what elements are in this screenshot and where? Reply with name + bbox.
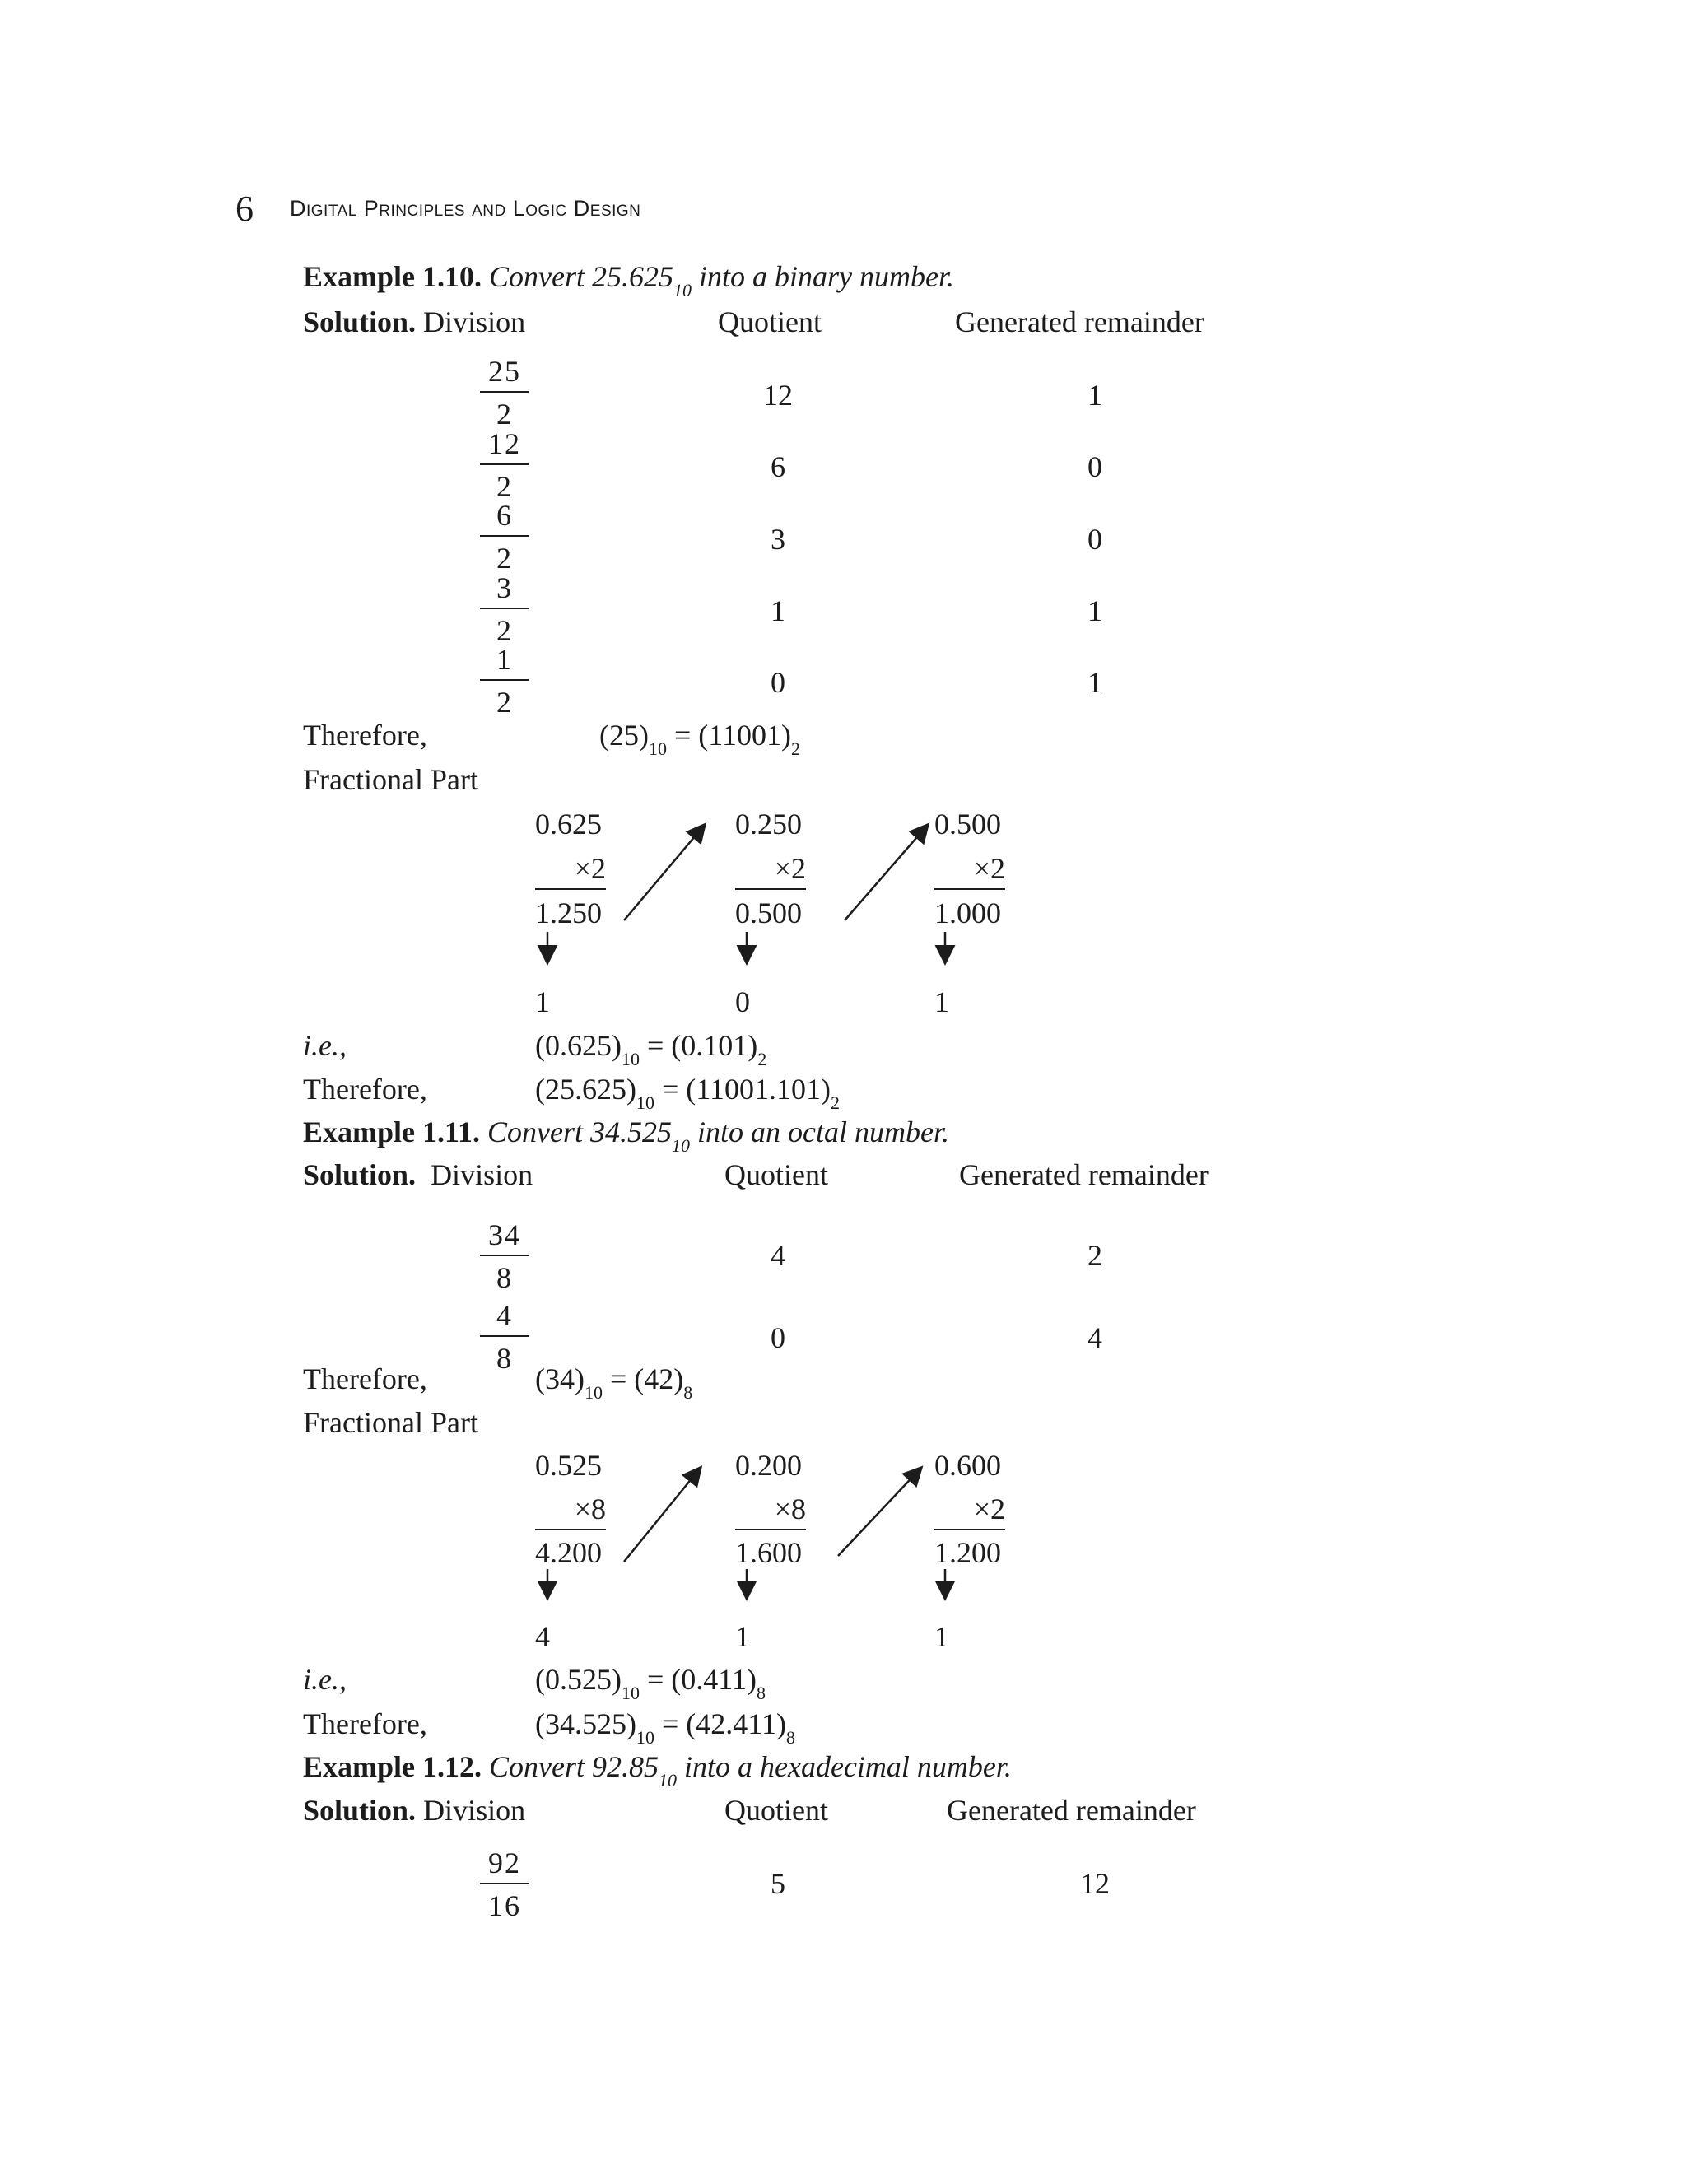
frac-bit: 1 bbox=[535, 985, 550, 1018]
frac-value: 0.250 bbox=[735, 808, 802, 841]
frac-product: 1.600 bbox=[735, 1536, 802, 1569]
example-text: into a binary number. bbox=[692, 260, 954, 293]
quotient-value: 6 bbox=[771, 450, 785, 483]
frac-bit: 1 bbox=[735, 1620, 750, 1653]
quotient-value: 0 bbox=[771, 1321, 785, 1354]
remainder-value: 1 bbox=[1088, 594, 1102, 627]
frac-product: 1.200 bbox=[934, 1536, 1001, 1569]
example-text: Convert 25.625 bbox=[489, 260, 673, 293]
frac-value: 0.600 bbox=[934, 1449, 1001, 1482]
carry-arrow bbox=[624, 1469, 700, 1562]
therefore-label: Therefore, bbox=[303, 719, 427, 752]
ie-label: i.e., bbox=[303, 1029, 347, 1062]
quotient-header: Quotient bbox=[724, 1794, 828, 1827]
frac-product: 1.250 bbox=[535, 896, 602, 929]
quotient-header: Quotient bbox=[718, 305, 822, 338]
frac-product: 4.200 bbox=[535, 1536, 602, 1569]
quotient-value: 1 bbox=[771, 594, 785, 627]
division-fraction: $\frac{1}{2}$ bbox=[480, 645, 529, 717]
division-fraction: $\frac{92}{16}$ bbox=[480, 1848, 529, 1921]
division-fraction: $\frac{6}{2}$ bbox=[480, 501, 529, 573]
quotient-header: Quotient bbox=[724, 1158, 828, 1191]
remainder-header: Generated remainder bbox=[955, 305, 1204, 338]
frac-multiplier: ×8 bbox=[735, 1494, 806, 1530]
division-header: Division bbox=[431, 1158, 533, 1191]
remainder-value: 12 bbox=[1080, 1867, 1110, 1900]
fractional-part-label: Fractional Part bbox=[303, 763, 478, 796]
running-title: Digital Principles and Logic Design bbox=[290, 196, 641, 221]
quotient-value: 12 bbox=[763, 379, 793, 412]
solution-label: Solution. bbox=[303, 305, 417, 338]
solution-label: Solution. bbox=[303, 1158, 417, 1191]
frac-value: 0.525 bbox=[535, 1449, 602, 1482]
quotient-value: 3 bbox=[771, 523, 785, 556]
example-label: Example 1.10. bbox=[303, 260, 482, 293]
final-result: $(34.525)_{10} = (42.411)_8$ bbox=[535, 1707, 795, 1748]
quotient-value: 0 bbox=[771, 666, 785, 699]
frac-bit: 0 bbox=[735, 985, 750, 1018]
remainder-value: 2 bbox=[1088, 1239, 1102, 1272]
therefore-label: Therefore, bbox=[303, 1707, 427, 1740]
final-result: $(25.625)_{10} = (11001.101)_2$ bbox=[535, 1073, 840, 1113]
frac-bit: 4 bbox=[535, 1620, 550, 1653]
fraction-result: $(0.625)_{10} = (0.101)_2$ bbox=[535, 1029, 767, 1069]
subscript: 10 bbox=[672, 1135, 690, 1156]
example-text: Convert 92.85 bbox=[489, 1750, 659, 1783]
carry-arrow bbox=[624, 826, 704, 920]
quotient-value: 5 bbox=[771, 1867, 785, 1900]
frac-value: 0.500 bbox=[934, 808, 1001, 841]
remainder-header: Generated remainder bbox=[959, 1158, 1209, 1191]
therefore-label: Therefore, bbox=[303, 1073, 427, 1106]
remainder-value: 4 bbox=[1088, 1321, 1102, 1354]
ie-label: i.e., bbox=[303, 1663, 347, 1696]
frac-multiplier: ×2 bbox=[934, 1494, 1005, 1530]
frac-value: 0.625 bbox=[535, 808, 602, 841]
division-fraction: $\frac{4}{8}$ bbox=[480, 1301, 529, 1373]
division-fraction: $\frac{25}{2}$ bbox=[480, 356, 529, 429]
carry-arrow bbox=[845, 826, 927, 920]
division-header: Division bbox=[423, 1794, 526, 1827]
division-fraction: $\frac{3}{2}$ bbox=[480, 573, 529, 645]
page-number: 6 bbox=[235, 189, 254, 229]
remainder-value: 1 bbox=[1088, 379, 1102, 412]
frac-bit: 1 bbox=[934, 1620, 949, 1653]
remainder-value: 0 bbox=[1088, 450, 1102, 483]
frac-multiplier: ×8 bbox=[535, 1494, 606, 1530]
frac-multiplier: ×2 bbox=[735, 854, 806, 890]
solution-label: Solution. bbox=[303, 1794, 417, 1827]
example-text: Convert 34.525 bbox=[487, 1115, 672, 1148]
remainder-value: 1 bbox=[1088, 666, 1102, 699]
frac-product: 1.000 bbox=[934, 896, 1001, 929]
frac-value: 0.200 bbox=[735, 1449, 802, 1482]
example-text: into an octal number. bbox=[690, 1115, 949, 1148]
example-label: Example 1.11. bbox=[303, 1115, 481, 1148]
frac-product: 0.500 bbox=[735, 896, 802, 929]
remainder-value: 0 bbox=[1088, 523, 1102, 556]
fractional-part-label: Fractional Part bbox=[303, 1406, 478, 1439]
remainder-header: Generated remainder bbox=[947, 1794, 1196, 1827]
example-label: Example 1.12. bbox=[303, 1750, 482, 1783]
integer-result: $(34)_{10} = (42)_8$ bbox=[535, 1362, 693, 1403]
fraction-result: $(0.525)_{10} = (0.411)_8$ bbox=[535, 1663, 766, 1703]
integer-result: $(25)_{10} = (11001)_2$ bbox=[599, 719, 800, 759]
frac-multiplier: ×2 bbox=[535, 854, 606, 890]
quotient-value: 4 bbox=[771, 1239, 785, 1272]
carry-arrow bbox=[838, 1469, 920, 1556]
division-header: Division bbox=[423, 305, 526, 338]
therefore-label: Therefore, bbox=[303, 1362, 427, 1395]
example-text: into a hexadecimal number. bbox=[677, 1750, 1012, 1783]
division-fraction: $\frac{12}{2}$ bbox=[480, 429, 529, 501]
frac-bit: 1 bbox=[934, 985, 949, 1018]
subscript: 10 bbox=[673, 280, 692, 300]
division-fraction: $\frac{34}{8}$ bbox=[480, 1220, 529, 1292]
subscript: 10 bbox=[659, 1770, 677, 1791]
frac-multiplier: ×2 bbox=[934, 854, 1005, 890]
